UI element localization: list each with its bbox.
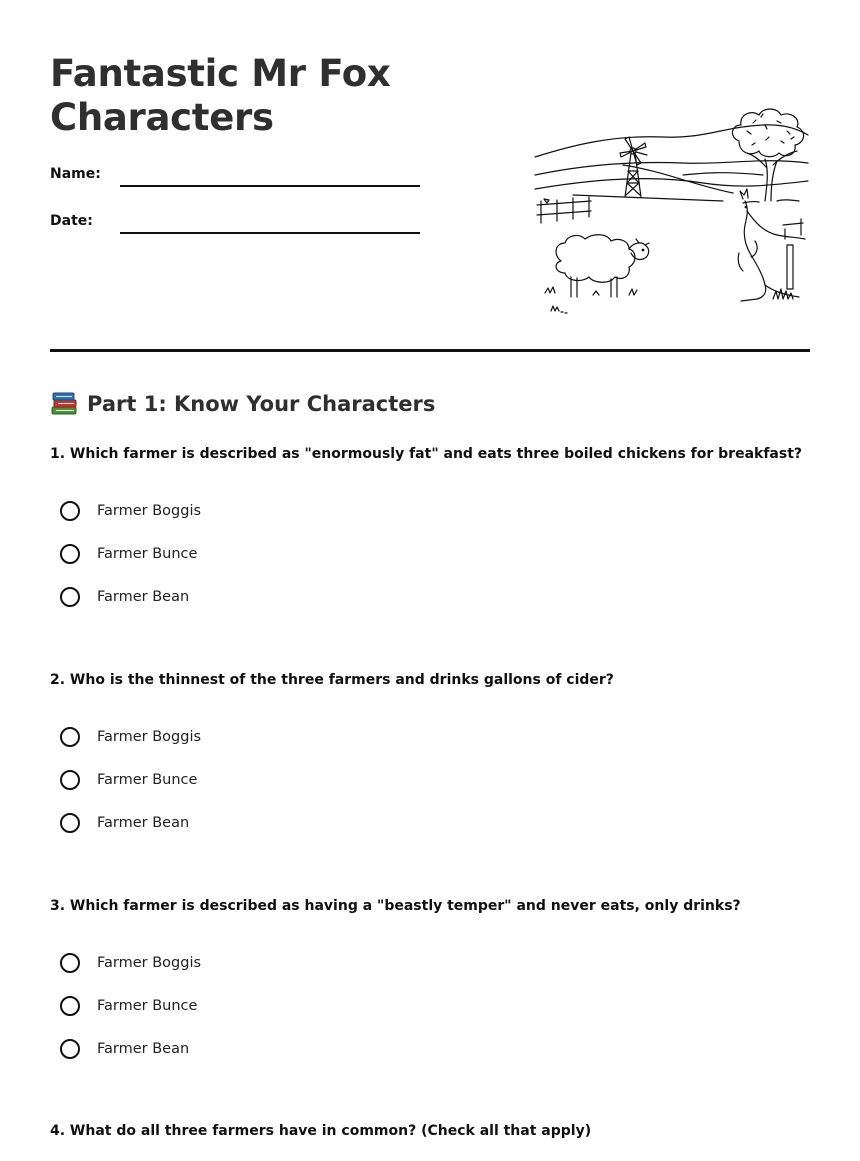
option-label: Farmer Bean	[97, 815, 190, 831]
option-farmer-bean[interactable]	[60, 1038, 201, 1081]
option-farmer-bunce[interactable]	[60, 769, 201, 812]
option-label: Farmer Boggis	[97, 503, 202, 519]
option-label: Farmer Bunce	[97, 998, 198, 1014]
option-label: Farmer Boggis	[97, 955, 202, 971]
date-field[interactable]	[50, 213, 420, 243]
option-list	[60, 500, 201, 629]
radio-button[interactable]	[60, 813, 80, 833]
option-farmer-bean[interactable]	[60, 812, 201, 855]
option-label: Farmer Bean	[97, 589, 190, 605]
option-farmer-bunce[interactable]	[60, 995, 201, 1038]
question-1	[50, 444, 810, 605]
radio-button[interactable]	[60, 544, 80, 564]
name-field[interactable]	[50, 166, 420, 196]
radio-button[interactable]	[60, 953, 80, 973]
radio-button[interactable]	[60, 587, 80, 607]
option-label: Farmer Bean	[97, 1041, 190, 1057]
question-text: 2. Who is the thinnest of the three farmers and drinks gallons of cider?	[50, 672, 614, 688]
part1-heading	[50, 389, 435, 419]
name-label: Name:	[50, 166, 101, 182]
option-list	[60, 726, 201, 855]
radio-button[interactable]	[60, 501, 80, 521]
date-write-line[interactable]	[120, 232, 420, 234]
option-farmer-boggis[interactable]	[60, 500, 201, 543]
radio-button[interactable]	[60, 1039, 80, 1059]
part1-heading-text: Part 1: Know Your Characters	[87, 392, 436, 416]
option-label: Farmer Bunce	[97, 546, 198, 562]
books-icon	[50, 391, 78, 417]
question-3	[50, 896, 810, 1057]
question-4	[50, 1121, 810, 1141]
radio-button[interactable]	[60, 996, 80, 1016]
option-label: Farmer Boggis	[97, 729, 202, 745]
header-divider	[50, 349, 810, 352]
question-2	[50, 670, 810, 831]
question-text: 1. Which farmer is described as "enormously fat" and eats three boiled chickens for breakfast?	[50, 446, 803, 462]
title-line-2: Characters	[50, 96, 274, 139]
question-text: 3. Which farmer is described as having a "beastly temper" and never eats, only drinks?	[50, 898, 741, 914]
option-farmer-boggis[interactable]	[60, 726, 201, 769]
title-line-1: Fantastic Mr Fox	[50, 52, 391, 95]
name-write-line[interactable]	[120, 185, 420, 187]
option-farmer-boggis[interactable]	[60, 952, 201, 995]
option-farmer-bunce[interactable]	[60, 543, 201, 586]
radio-button[interactable]	[60, 727, 80, 747]
option-farmer-bean[interactable]	[60, 586, 201, 629]
farm-scene-illustration	[533, 105, 810, 320]
worksheet-title	[50, 52, 391, 140]
option-label: Farmer Bunce	[97, 772, 198, 788]
radio-button[interactable]	[60, 770, 80, 790]
option-list	[60, 952, 201, 1081]
date-label: Date:	[50, 213, 93, 229]
question-text: 4. What do all three farmers have in common? (Check all that apply)	[50, 1123, 592, 1139]
